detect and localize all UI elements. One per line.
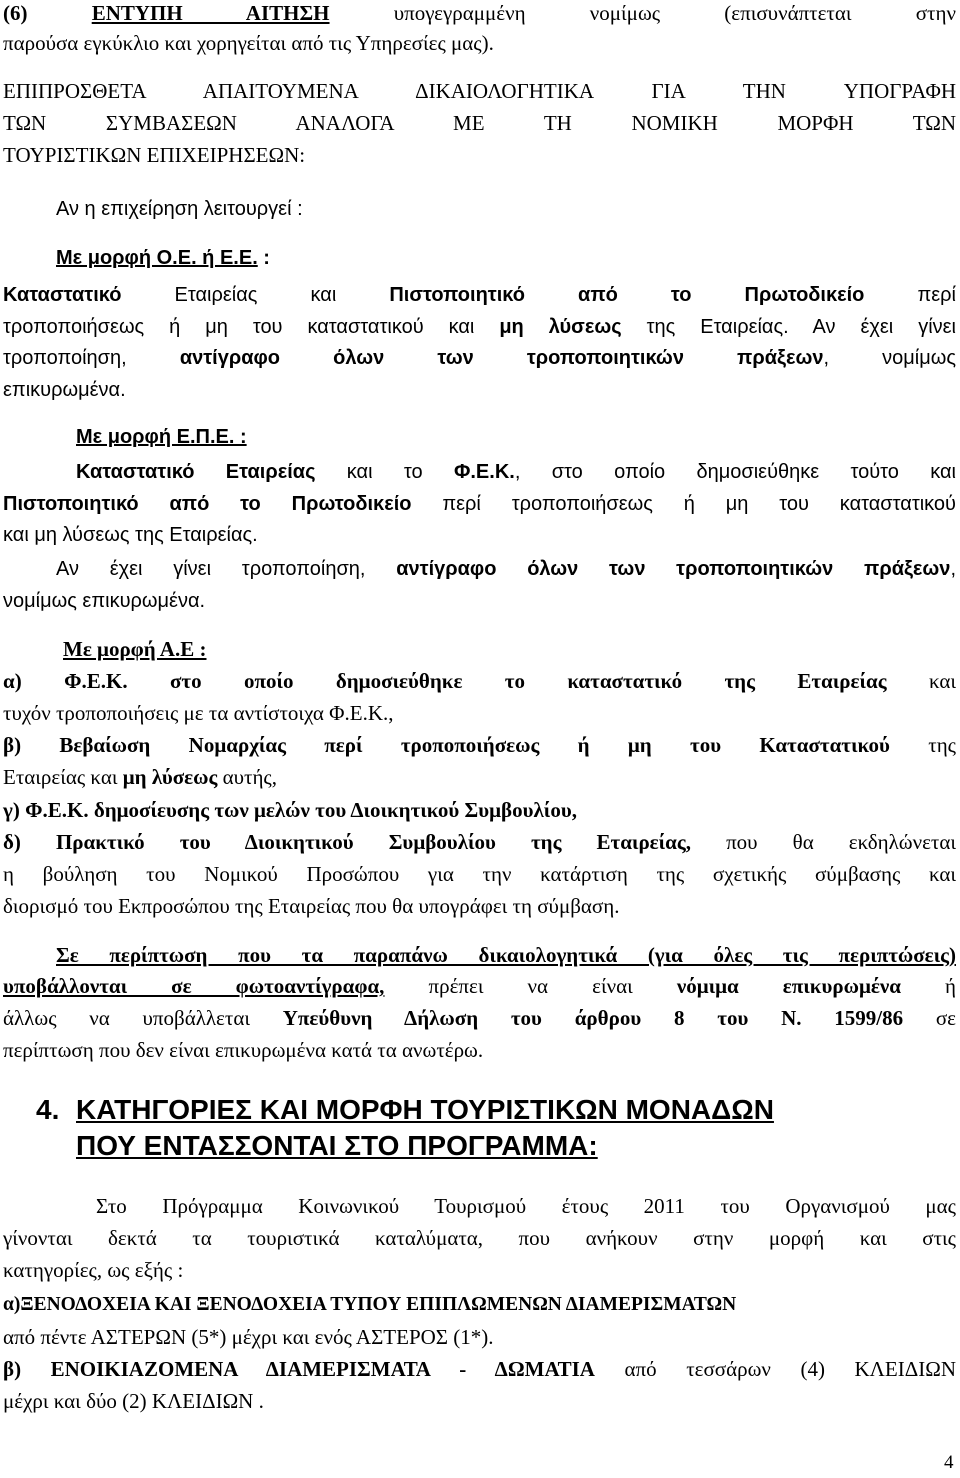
additional-heading-line-3: ΤΟΥΡΙΣΤΙΚΩΝ ΕΠΙΧΕΙΡΗΣΕΩΝ:: [3, 143, 306, 167]
bold-text: δ) Πρακτικό του Διοικητικού Συμβουλίου της Εταιρείας,: [3, 830, 691, 854]
text: από τεσσάρων (4) ΚΛΕΙΔΙΩΝ: [594, 1357, 956, 1381]
note-line-4: περίπτωση που δεν είναι επικυρωμένα κατά τα ανωτέρω.: [3, 1038, 484, 1062]
text: πρέπει να είναι: [384, 974, 677, 998]
ae-heading: Με μορφή Α.Ε :: [63, 637, 207, 661]
text: περί τροποποιήσεως ή μη του καταστατικού: [411, 493, 956, 515]
section-4-para-line-1: Στο Πρόγραμμα Κοινωνικού Τουρισμού έτους 2011 του Οργανισμού μας: [96, 1194, 956, 1218]
note-line-3: [3, 1005, 956, 1031]
ae-d-line-1: [3, 829, 956, 855]
section-4-title-line-1: ΚΑΤΗΓΟΡΙΕΣ ΚΑΙ ΜΟΡΦΗ ΤΟΥΡΙΣΤΙΚΩΝ ΜΟΝΑΔΩΝ: [76, 1094, 774, 1125]
bold-text: αντίγραφο όλων των τροποποιητικών πράξεων: [179, 347, 824, 369]
item-6-line-2: παρούσα εγκύκλιο και χορηγείται από τις Υπηρεσίες μας).: [3, 31, 494, 55]
ae-c-line-1: γ) Φ.Ε.Κ. δημοσίευσης των μελών του Διοικητικού Συμβουλίου,: [3, 798, 577, 822]
form-application-term: ΕΝΤΥΠΗ ΑΙΤΗΣΗ: [91, 1, 330, 25]
text: και το: [315, 461, 454, 483]
text: Αν έχει γίνει τροποποίηση,: [56, 558, 397, 580]
text: Εταιρείας και: [121, 284, 390, 306]
ae-b-line-2: [3, 764, 277, 790]
note-line-2: [3, 973, 956, 999]
colon: :: [257, 247, 270, 269]
text: , νομίμως: [823, 347, 956, 369]
category-a-line-1: α)ΞΕΝΟΔΟΧΕΙΑ ΚΑΙ ΞΕΝΟΔΟΧΕΙΑ ΤΥΠΟΥ ΕΠΙΠΛΩΜΕΝΩΝ ΔΙΑΜΕΡΙΣΜΑΤΩΝ: [3, 1294, 737, 1315]
section-4-number: 4.: [36, 1094, 60, 1125]
epe-line-1: [76, 459, 956, 485]
oe-line-3: [3, 345, 956, 371]
section-4-para-line-3: κατηγορίες, ως εξής :: [3, 1258, 184, 1282]
text: που θα εκδηλώνεται: [691, 830, 956, 854]
text: τροποποιήσεως ή μη του καταστατικού και: [3, 316, 500, 338]
bold-text: Πιστοποιητικό από το Πρωτοδικείο: [3, 493, 412, 515]
text: σε: [903, 1006, 956, 1030]
bold-text: νόμιμα επικυρωμένα: [676, 974, 901, 998]
text: αυτής,: [217, 765, 277, 789]
bold-text: Υπεύθυνη Δήλωση του άρθρου 8 του Ν. 1599/86: [282, 1006, 904, 1030]
section-4-para-line-2: γίνονται δεκτά τα τουριστικά καταλύματα, που ανήκουν στην μορφή και στις: [3, 1226, 956, 1250]
ae-d-line-2: η βούληση του Νομικού Προσώπου για την κατάρτιση της σχετικής σύμβασης και: [3, 862, 956, 886]
text: ,: [950, 558, 956, 580]
epe-line-2: [3, 491, 956, 517]
bold-text: Καταστατικό: [3, 284, 122, 306]
text: , στο οποίο δημοσιεύθηκε τούτο και: [514, 461, 957, 483]
oe-line-1: [3, 282, 956, 308]
oe-line-4: επικυρωμένα.: [3, 379, 126, 401]
epe-line-5: νομίμως επικυρωμένα.: [3, 590, 206, 612]
category-b-line-2: μέχρι και δύο (2) ΚΛΕΙΔΙΩΝ .: [3, 1389, 264, 1413]
text: άλλως να υποβάλλεται: [3, 1006, 283, 1030]
bold-text: β) ΕΝΟΙΚΙΑΖΟΜΕΝΑ ΔΙΑΜΕΡΙΣΜΑΤΑ - ΔΩΜΑΤΙΑ: [3, 1357, 595, 1381]
bold-text: αντίγραφο όλων των τροποποιητικών πράξεων: [396, 558, 951, 580]
item-number: (6): [3, 1, 92, 25]
ae-a-line-1: [3, 668, 956, 694]
bold-text: Φ.Ε.Κ.: [453, 461, 515, 483]
additional-heading-line-2: ΤΩΝ ΣΥΜΒΑΣΕΩΝ ΑΝΑΛΟΓΑ ΜΕ ΤΗ ΝΟΜΙΚΗ ΜΟΡΦΗ ΤΩΝ: [3, 111, 956, 135]
text: της: [889, 733, 956, 757]
category-a-line-2: από πέντε ΑΣΤΕΡΩΝ (5*) μέχρι και ενός ΑΣΤΕΡΟΣ (1*).: [3, 1325, 494, 1349]
bold-text: μη λύσεως: [499, 316, 622, 338]
operates-subheading: Αν η επιχείρηση λειτουργεί :: [56, 198, 303, 220]
section-4-title-line-2: ΠΟΥ ΕΝΤΑΣΣΟΝΤΑΙ ΣΤΟ ΠΡΟΓΡΑΜΜΑ:: [76, 1130, 598, 1161]
text: περί: [864, 284, 956, 306]
item-6-line-1: [3, 0, 956, 26]
bold-text: Καταστατικό Εταιρείας: [76, 461, 316, 483]
ae-b-line-1: [3, 732, 956, 758]
additional-heading-line-1: ΕΠΙΠΡΟΣΘΕΤΑ ΑΠΑΙΤΟΥΜΕΝΑ ΔΙΚΑΙΟΛΟΓΗΤΙΚΑ ΓΙΑ ΤΗΝ ΥΠΟΓΡΑΦΗ: [3, 79, 956, 103]
text: Εταιρείας και: [3, 765, 123, 789]
note-line-1: Σε περίπτωση που τα παραπάνω δικαιολογητικά (για όλες τις περιπτώσεις): [56, 943, 956, 967]
bold-text: α) Φ.Ε.Κ. στο οποίο δημοσιεύθηκε το καταστατικό της Εταιρείας: [3, 669, 887, 693]
text: και: [886, 669, 956, 693]
epe-line-3: και μη λύσεως της Εταιρείας.: [3, 524, 258, 546]
oe-line-2: [3, 314, 956, 340]
page-number: 4: [944, 1452, 954, 1473]
oe-ee-heading: [56, 245, 270, 271]
epe-line-4: [56, 556, 956, 582]
text: τροποποίηση,: [3, 347, 180, 369]
text: ή: [900, 974, 956, 998]
bold-underlined-text: υποβάλλονται σε φωτοαντίγραφα,: [3, 974, 385, 998]
ae-d-line-3: διορισμό του Εκπροσώπου της Εταιρείας που θα υπογράφει τη σύμβαση.: [3, 894, 620, 918]
bold-text: Πιστοποιητικό από το Πρωτοδικείο: [389, 284, 865, 306]
oe-ee-label: Με μορφή Ο.Ε. ή Ε.Ε.: [56, 247, 258, 269]
ae-a-line-2: τυχόν τροποποιήσεις με τα αντίστοιχα Φ.Ε.Κ.,: [3, 701, 394, 725]
text: υπογεγραμμένη νομίμως (επισυνάπτεται στην: [329, 1, 956, 25]
bold-text: μη λύσεως: [122, 765, 218, 789]
epe-heading: Με μορφή Ε.Π.Ε. :: [76, 426, 247, 448]
text: της Εταιρείας. Αν έχει γίνει: [621, 316, 956, 338]
category-b-line-1: [3, 1356, 956, 1382]
bold-text: β) Βεβαίωση Νομαρχίας περί τροποποιήσεως ή μη του Καταστατικού: [3, 733, 890, 757]
